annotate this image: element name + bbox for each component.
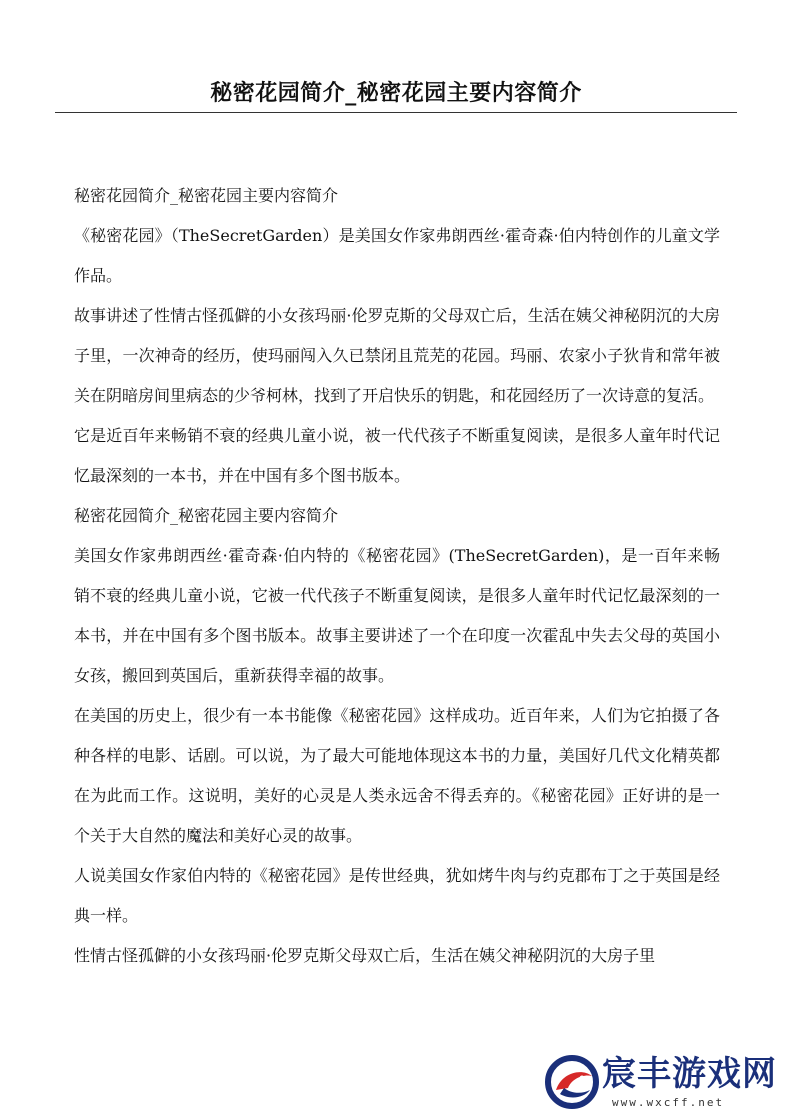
document-title: 秘密花园简介_秘密花园主要内容简介 bbox=[210, 81, 582, 106]
document-body bbox=[74, 176, 720, 976]
paragraph: 人说美国女作家伯内特的《秘密花园》是传世经典，犹如烤牛肉与约克郡布丁之于英国是经典一样。 bbox=[74, 866, 720, 925]
paragraph: 秘密花园简介_秘密花园主要内容简介 bbox=[74, 186, 339, 205]
site-watermark bbox=[540, 1048, 790, 1116]
paragraph: 美国女作家弗朗西丝·霍奇森·伯内特的《秘密花园》(TheSecretGarden)，是一百年来畅销不衰的经典儿童小说，它被一代代孩子不断重复阅读，是很多人童年时代记忆最深刻的一本书，并在中国有多个图书版本。故事主要讲述了一个在印度一次霍乱中失去父母的英国小女孩，搬回到英国后，重新获得幸福的故事。 bbox=[74, 546, 720, 685]
paragraph: 秘密花园简介_秘密花园主要内容简介 bbox=[74, 506, 339, 525]
watermark-site-name: 宸丰游戏网 bbox=[602, 1054, 777, 1094]
paragraph: 它是近百年来畅销不衰的经典儿童小说，被一代代孩子不断重复阅读，是很多人童年时代记忆最深刻的一本书，并在中国有多个图书版本。 bbox=[74, 426, 720, 485]
paragraph: 《秘密花园》（TheSecretGarden）是美国女作家弗朗西丝·霍奇森·伯内特创作的儿童文学作品。 bbox=[74, 226, 720, 285]
title-divider bbox=[55, 112, 737, 113]
paragraph: 在美国的历史上，很少有一本书能像《秘密花园》这样成功。近百年来，人们为它拍摄了各种各样的电影、话剧。可以说，为了最大可能地体现这本书的力量，美国好几代文化精英都在为此而工作。这说明，美好的心灵是人类永远舍不得丢弃的。《秘密花园》正好讲的是一个关于大自然的魔法和美好心灵的故事。 bbox=[74, 706, 720, 845]
paragraph: 故事讲述了性情古怪孤僻的小女孩玛丽·伦罗克斯的父母双亡后，生活在姨父神秘阴沉的大房子里，一次神奇的经历，使玛丽闯入久已禁闭且荒芜的花园。玛丽、农家小子狄肯和常年被关在阴暗房间里病态的少爷柯林，找到了开启快乐的钥匙，和花园经历了一次诗意的复活。 bbox=[74, 306, 720, 405]
watermark-site-url: www.wxcff.net bbox=[612, 1096, 725, 1109]
paragraph: 性情古怪孤僻的小女孩玛丽·伦罗克斯父母双亡后，生活在姨父神秘阴沉的大房子里 bbox=[74, 946, 656, 965]
dragon-logo-icon bbox=[542, 1050, 602, 1112]
